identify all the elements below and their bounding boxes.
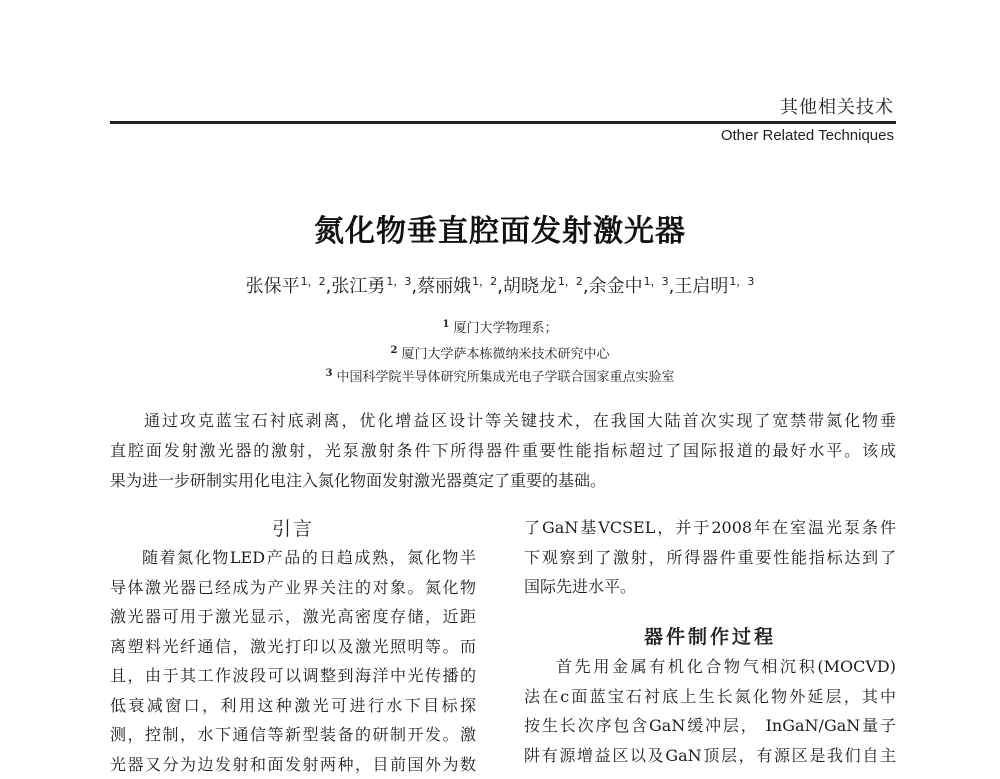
- affiliation-2: $^2$ 厦门大学萨本栋微纳米技术研究中心: [0, 343, 1000, 362]
- author: 余金中$^{1,3}$: [589, 276, 669, 297]
- section-header-english: Other Related Techniques: [721, 127, 894, 144]
- affiliation-1: $^1$ 厦门大学物理系；: [0, 317, 1000, 336]
- fabrication-body: [524, 652, 896, 770]
- body-line: 低衰减窗口，利用这种激光可进行水下目标探: [110, 691, 476, 721]
- body-line: 且，由于其工作波段可以调整到海洋中光传播的: [110, 661, 476, 691]
- body-line: 了GaN基VCSEL，并于2008年在室温光泵条件: [524, 513, 896, 543]
- body-line: 离塑料光纤通信，激光打印以及激光照明等。而: [110, 632, 476, 662]
- body-line: 光器又分为边发射和面发射两种，目前国外为数: [110, 750, 476, 779]
- abstract-line: 直腔面发射激光器的激射，光泵激射条件下所得器件重要性能指标超过了国际报道的最好水平。该成: [110, 436, 896, 466]
- body-line: 按生长次序包含GaN缓冲层， InGaN/GaN量子: [524, 711, 896, 741]
- author: 王启明$^{1,3}$: [674, 276, 754, 297]
- body-line: 下观察到了激射，所得器件重要性能指标达到了: [524, 543, 896, 573]
- abstract-line: 果为进一步研制实用化电注入氮化物面发射激光器奠定了重要的基础。: [110, 466, 896, 496]
- author: 胡晓龙$^{1,2}$: [503, 276, 583, 297]
- section-header-chinese: 其他相关技术: [780, 93, 894, 119]
- body-line: 测，控制，水下通信等新型装备的研制开发。激: [110, 720, 476, 750]
- header-rule: [110, 121, 896, 124]
- author: 张江勇$^{1,3}$: [331, 276, 411, 297]
- article-title: 氮化物垂直腔面发射激光器: [0, 206, 1000, 250]
- body-line: 首先用金属有机化合物气相沉积(MOCVD): [524, 652, 896, 682]
- section-heading-intro: 引言: [110, 514, 476, 541]
- author: 蔡丽娥$^{1,2}$: [417, 276, 497, 297]
- affiliation-3: $^3$ 中国科学院半导体研究所集成光电子学联合国家重点实验室: [0, 366, 1000, 385]
- section-heading-fabrication: 器件制作过程: [524, 622, 896, 649]
- author-list: 张保平$^{1,2}$,张江勇$^{1,3}$,蔡丽娥$^{1,2}$,胡晓龙$^{1,2}$,余金中$^{1,3}$,王启明$^{1,3}$: [0, 272, 1000, 298]
- body-line: 激光器可用于激光显示，激光高密度存储，近距: [110, 602, 476, 632]
- abstract: [110, 406, 896, 496]
- intro-body: [110, 543, 476, 779]
- body-line: 随着氮化物LED产品的日趋成熟，氮化物半: [110, 543, 476, 573]
- body-line: 导体激光器已经成为产业界关注的对象。氮化物: [110, 573, 476, 603]
- body-line: 法在c面蓝宝石衬底上生长氮化物外延层，其中: [524, 682, 896, 712]
- abstract-line: 通过攻克蓝宝石衬底剥离，优化增益区设计等关键技术，在我国大陆首次实现了宽禁带氮化物垂: [110, 406, 896, 436]
- body-line: 国际先进水平。: [524, 572, 896, 602]
- author: 张保平$^{1,2}$: [246, 276, 326, 297]
- body-line: 阱有源增益区以及GaN顶层，有源区是我们自主: [524, 741, 896, 771]
- intro-continued: [524, 513, 896, 602]
